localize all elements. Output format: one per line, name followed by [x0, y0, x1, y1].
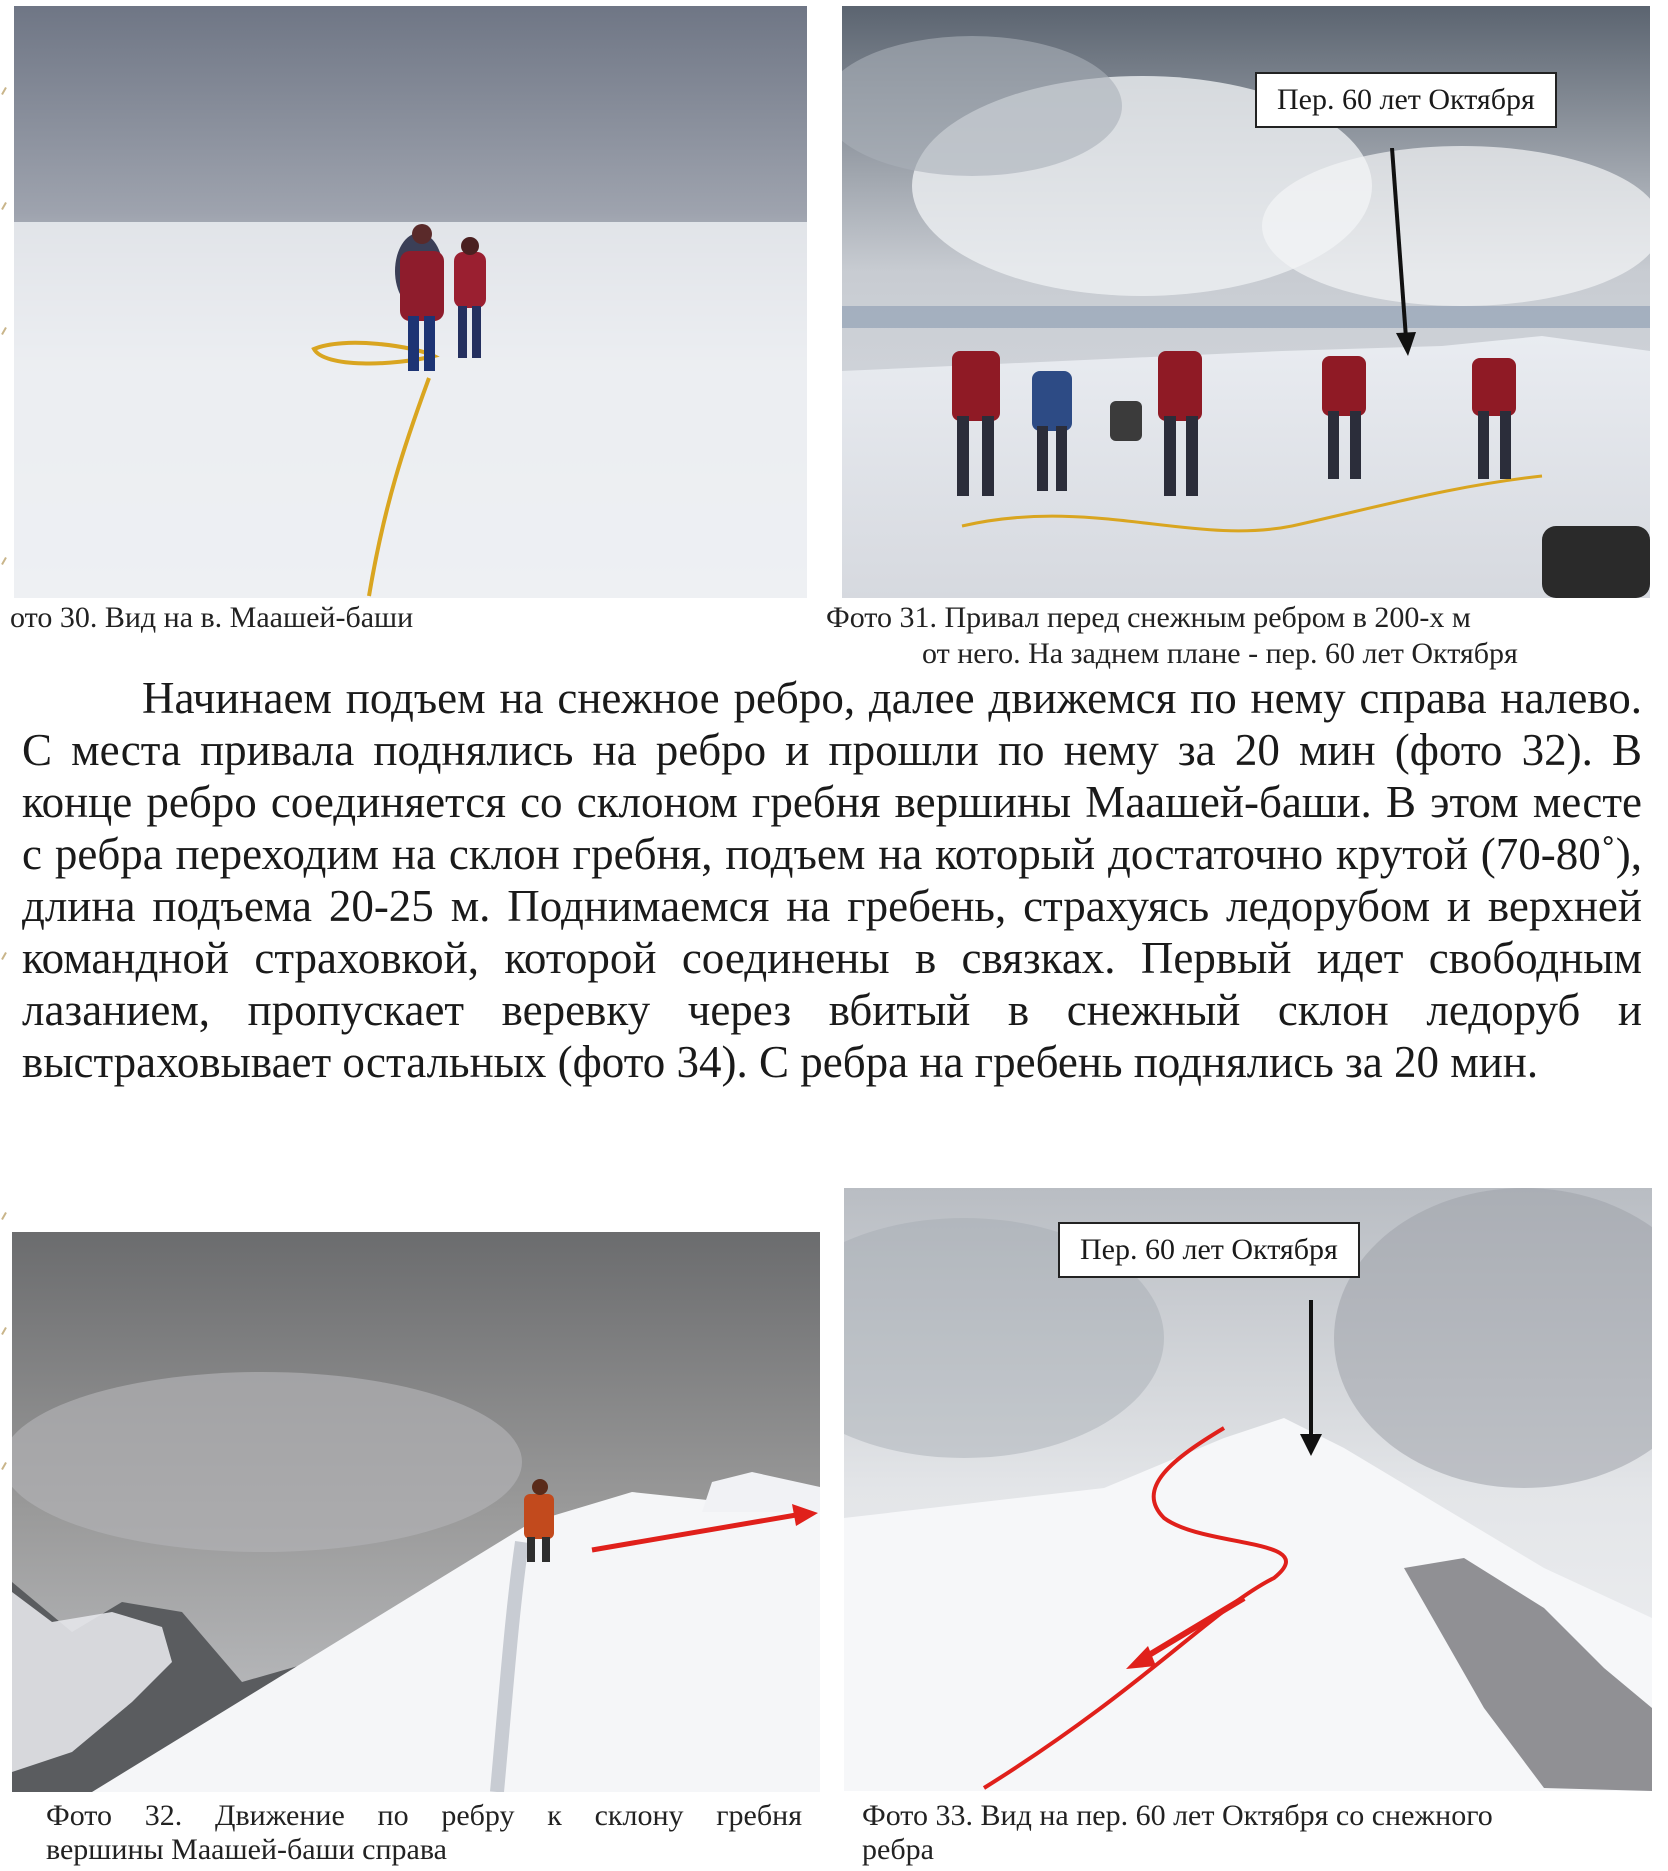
caption-photo-31-line1: Фото 31. Привал перед снежным ребром в 200-х м	[826, 601, 1471, 634]
page-edge-mark	[1, 1327, 7, 1335]
pointer-arrow	[1380, 148, 1420, 358]
caption-photo-32-line1: Фото 32. Движение по ребру к склону гребня	[46, 1799, 802, 1832]
caption-photo-33-line1: Фото 33. Вид на пер. 60 лет Октября со снежного	[862, 1799, 1493, 1832]
caption-photo-31-line2: от него. На заднем плане - пер. 60 лет Октября	[922, 637, 1518, 670]
caption-photo-33-line2: ребра	[862, 1833, 934, 1866]
pass-label-box: Пер. 60 лет Октября	[1058, 1222, 1360, 1278]
body-paragraph: Начинаем подъем на снежное ребро, далее движемся по нему справа налево. С места привала поднялись на ребро и прошли по нему за 20 мин (фото 32). В конце ребро соединяется со склоном гребня вершины Маашей-баши. В этом месте с ребра переходим на склон гребня, подъем на который достаточно крутой (70-80˚), длина подъема 20-25 м. Поднимаемся на гребень, страхуясь ледорубом и верхней командной страховкой, которой соединены в связках. Первый идет свободным лазанием, пропускает веревку через вбитый в снежный склон ледоруб и выстраховывает остальных (фото 34). С ребра на гребень поднялись за 20 мин.	[22, 673, 1642, 1087]
page-edge-mark	[1, 87, 7, 95]
pass-label-box: Пер. 60 лет Октября	[1255, 72, 1557, 128]
page-edge-mark	[1, 327, 7, 335]
caption-photo-32-line2: вершины Маашей-баши справа	[46, 1833, 447, 1866]
page-edge-mark	[1, 202, 7, 210]
page-edge-mark	[1, 1212, 7, 1220]
photo-32	[12, 1232, 820, 1792]
photo-30	[14, 6, 807, 598]
photo-33	[844, 1188, 1652, 1791]
page-edge-mark	[1, 952, 7, 960]
pointer-arrow	[1296, 1300, 1326, 1458]
page-edge-mark	[1, 557, 7, 565]
page-edge-mark	[1, 1462, 7, 1470]
caption-photo-30: ото 30. Вид на в. Маашей-баши	[10, 601, 414, 634]
